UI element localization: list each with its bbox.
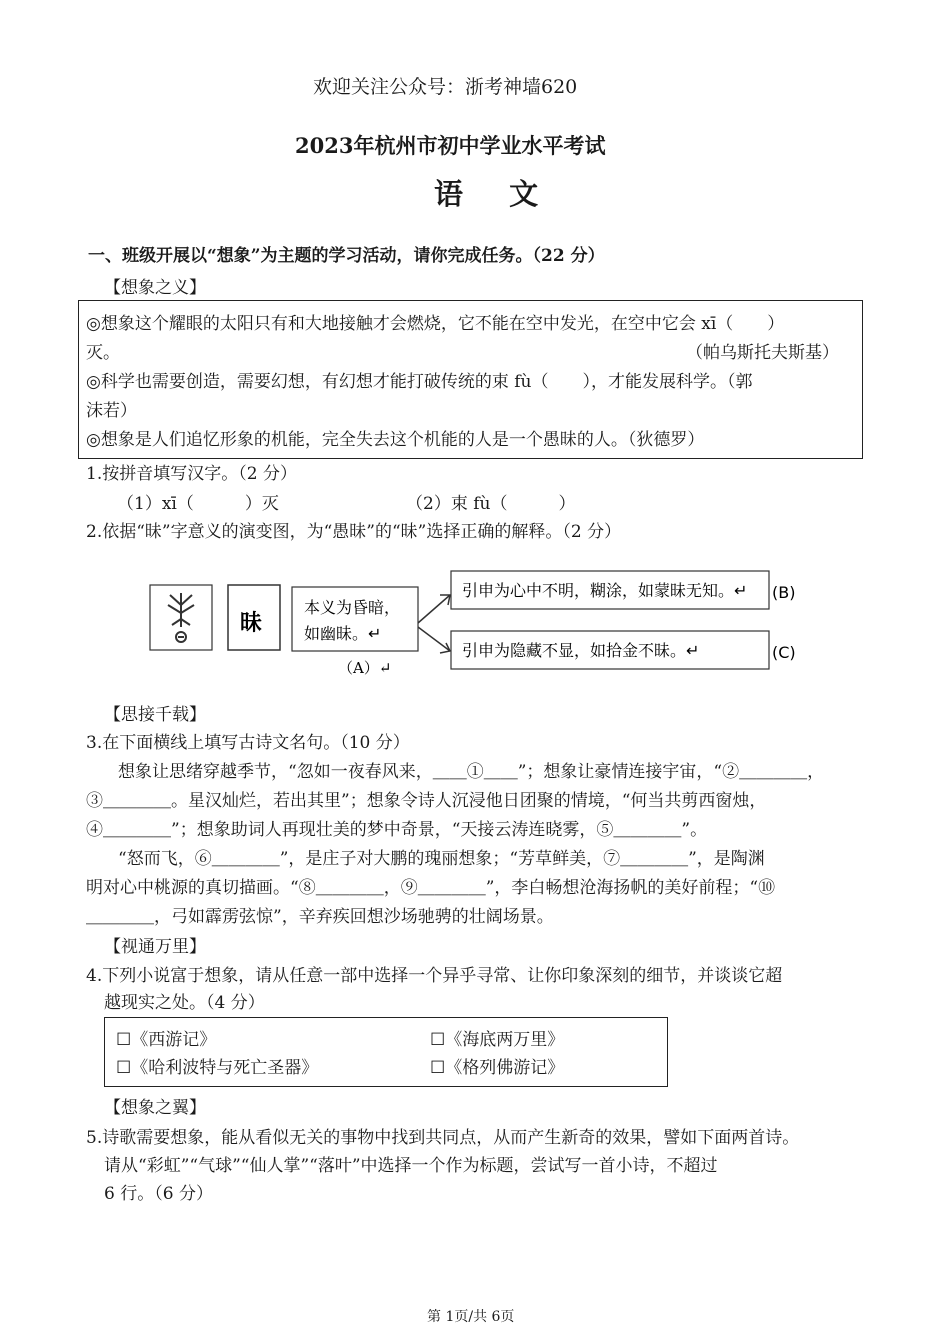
ancient-glyph-icon: [168, 593, 194, 642]
quote-line: ◎科学也需要创造，需要幻想，有幻想才能打破传统的束 fù（ ），才能发展科学。（郭: [86, 372, 753, 392]
q3-line: ③＿＿＿＿。星汉灿烂，若出其里”；想象令诗人沉浸他日团聚的情境，“何当共剪西窗烛，: [86, 791, 767, 811]
header-notice: 欢迎关注公众号：浙考神墙620: [313, 76, 578, 98]
question-3: 3.在下面横线上填写古诗文名句。（10 分）: [86, 733, 410, 753]
modern-char: 昧: [240, 611, 263, 636]
question-5-cont: 6 行。（6 分）: [104, 1184, 213, 1204]
question-4: 4.下列小说富于想象，请从任意一部中选择一个异乎寻常、让你印象深刻的细节，并谈谈它超: [86, 966, 783, 986]
quote-line: ◎想象是人们追忆形象的机能，完全失去这个机能的人是一个愚昧的人。（狄德罗）: [86, 430, 705, 450]
question-5-cont: 请从“彩虹”“气球”“仙人掌”“落叶”中选择一个作为标题，尝试写一首小诗，不超过: [104, 1156, 718, 1176]
subject-title: 语 文: [434, 177, 557, 211]
meaning-b-text: 引申为心中不明，糊涂，如蒙昧无知。↵: [462, 581, 748, 600]
q3-line: ＿＿＿＿，弓如霹雳弦惊”，辛弃疾回想沙场驰骋的壮阔场景。: [86, 907, 554, 927]
book-option[interactable]: ☐《西游记》: [116, 1030, 217, 1050]
exam-title: 2023年杭州市初中学业水平考试: [295, 133, 606, 158]
book-option[interactable]: ☐《海底两万里》: [430, 1030, 565, 1050]
question-5: 5.诗歌需要想象，能从看似无关的事物中找到共同点，从而产生新奇的效果，譬如下面两首诗。: [86, 1128, 800, 1148]
question-2: 2.依据“昧”字意义的演变图，为“愚昧”的“昧”选择正确的解释。（2 分）: [86, 522, 622, 542]
meaning-c-text: 引申为隐藏不显，如拾金不昧。↵: [462, 641, 700, 660]
q1-item-a: （1）xī（ ）灭: [117, 494, 279, 514]
meaning-a-line2: 如幽昧。↵: [304, 624, 382, 643]
section-label: 【想象之义】: [104, 278, 206, 298]
section-label: 【想象之翼】: [104, 1098, 206, 1118]
quote-line: 沫若）: [86, 401, 137, 421]
q3-line: “怒而飞，⑥＿＿＿＿”，是庄子对大鹏的瑰丽想象；“芳草鲜美，⑦＿＿＿＿”，是陶渊: [118, 849, 765, 869]
book-option[interactable]: ☐《格列佛游记》: [430, 1058, 565, 1078]
quote-author: （帕乌斯托夫斯基）: [686, 343, 839, 363]
section-label: 【思接千载】: [104, 705, 206, 725]
question-4-cont: 越现实之处。（4 分）: [104, 993, 265, 1013]
meaning-c-label: (C): [772, 643, 796, 662]
question-1: 1.按拼音填写汉字。（2 分）: [86, 464, 297, 484]
section-label: 【视通万里】: [104, 937, 206, 957]
meaning-a-line1: 本义为昏暗，: [304, 598, 401, 617]
q3-line: 明对心中桃源的真切描画。“⑧＿＿＿＿，⑨＿＿＿＿”，李白畅想沧海扬帆的美好前程；“⑩: [86, 878, 776, 898]
arrow-to-b: [418, 595, 450, 623]
book-option[interactable]: ☐《哈利波特与死亡圣器》: [116, 1058, 319, 1078]
mei-evolution-diagram: [140, 565, 830, 685]
meaning-b-label: (B): [772, 583, 796, 602]
quote-line: ◎想象这个耀眼的太阳只有和大地接触才会燃烧，它不能在空中发光，在空中它会 xī（ ）: [86, 314, 785, 334]
q1-item-b: （2）束 fù（ ）: [406, 494, 576, 514]
arrow-to-c: [418, 627, 450, 651]
page-footer: 第 1页/共 6页: [427, 1309, 515, 1325]
q3-line: ④＿＿＿＿”；想象助词人再现壮美的梦中奇景，“天接云涛连晓雾，⑤＿＿＿＿”。: [86, 820, 708, 840]
meaning-a-label: （A）↵: [338, 659, 392, 677]
part1-heading: 一、班级开展以“想象”为主题的学习活动，请你完成任务。（22 分）: [88, 246, 605, 266]
q3-line: 想象让思绪穿越季节，“忽如一夜春风来，＿＿①＿＿”；想象让豪情连接宇宙，“②＿＿＿＿，: [118, 762, 825, 782]
quote-line: 灭。: [86, 343, 120, 363]
